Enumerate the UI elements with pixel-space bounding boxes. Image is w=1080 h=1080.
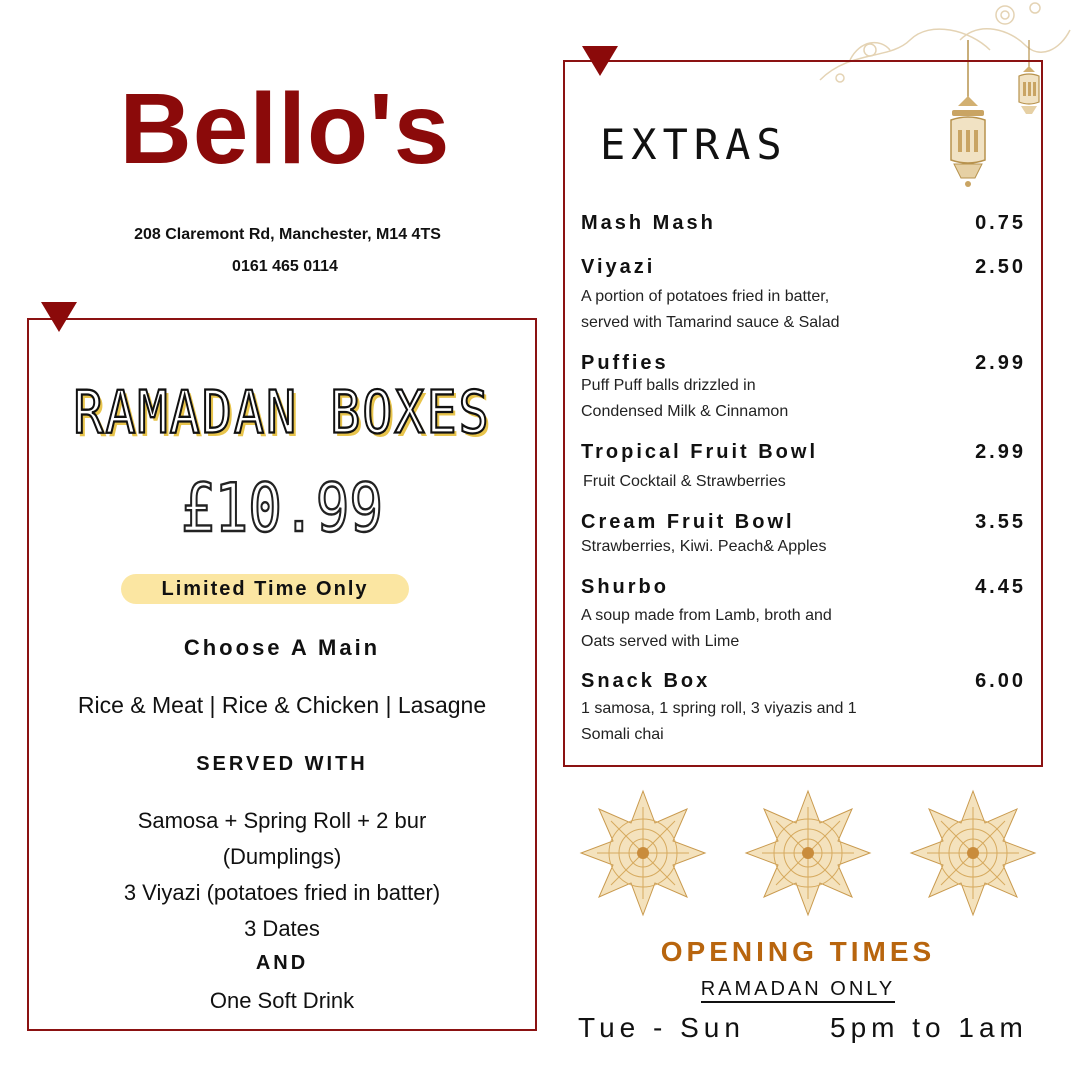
extra-item-price: 3.55 <box>975 511 1026 533</box>
served-line: 3 Viyazi (potatoes fried in batter) <box>123 880 441 905</box>
extra-item-desc: Fruit Cocktail & Strawberries <box>583 473 786 490</box>
extras-title: EXTRAS <box>600 120 788 169</box>
mandala-icon <box>578 788 708 918</box>
opening-times-title: OPENING TIMES <box>660 936 936 967</box>
extra-item-desc: A portion of potatoes fried in batter, <box>581 288 830 305</box>
extra-item-desc: Puff Puff balls drizzled in <box>581 377 756 394</box>
extra-item-price: 2.99 <box>975 352 1026 374</box>
extra-item-price: 6.00 <box>975 670 1026 692</box>
choose-main-heading: Choose A Main <box>183 635 381 660</box>
opening-hours: 5pm to 1am <box>830 1012 1028 1043</box>
extra-item-desc: Condensed Milk & Cinnamon <box>581 403 789 420</box>
mandala-icon <box>908 788 1038 918</box>
extra-item-name: Mash Mash <box>581 212 716 234</box>
extra-item-name: Puffies <box>581 352 669 374</box>
extra-item-desc: 1 samosa, 1 spring roll, 3 viyazis and 1 <box>581 700 857 717</box>
and-label: AND <box>255 952 309 974</box>
brand-name: Bello's <box>119 73 451 185</box>
box-price: £10.99 <box>180 470 384 548</box>
served-line: (Dumplings) <box>222 844 342 869</box>
triangle-marker-icon <box>582 46 618 76</box>
extra-item-desc: A soup made from Lamb, broth and <box>581 607 832 624</box>
mandala-icon <box>743 788 873 918</box>
extra-item-price: 2.99 <box>975 441 1026 463</box>
triangle-marker-icon <box>41 302 77 332</box>
limited-badge: Limited Time Only <box>121 574 409 604</box>
opening-subtitle-text: RAMADAN ONLY <box>701 978 896 1003</box>
drink-line: One Soft Drink <box>209 988 355 1013</box>
extra-item-desc: Somali chai <box>581 726 664 743</box>
served-with-heading: SERVED WITH <box>196 753 368 775</box>
opening-subtitle <box>563 978 1033 1001</box>
extra-item-name: Cream Fruit Bowl <box>581 511 795 533</box>
ramadan-title: RAMADAN BOXES <box>73 378 491 447</box>
extra-item-price: 4.45 <box>975 576 1026 598</box>
main-options: Rice & Meat | Rice & Chicken | Lasagne <box>77 692 487 718</box>
extra-item-name: Tropical Fruit Bowl <box>581 441 819 463</box>
extra-item-desc: Oats served with Lime <box>581 633 740 650</box>
served-line: 3 Dates <box>244 916 320 941</box>
opening-days: Tue - Sun <box>578 1012 745 1043</box>
extra-item-price: 0.75 <box>975 212 1026 234</box>
served-line: Samosa + Spring Roll + 2 bur <box>137 808 427 833</box>
address: 208 Claremont Rd, Manchester, M14 4TS <box>134 226 441 243</box>
extra-item-desc: served with Tamarind sauce & Salad <box>581 314 840 331</box>
extra-item-name: Shurbo <box>581 576 669 598</box>
phone-number: 0161 465 0114 <box>232 258 338 275</box>
extra-item-name: Snack Box <box>581 670 711 692</box>
extra-item-desc: Strawberries, Kiwi. Peach& Apples <box>581 538 827 555</box>
extra-item-name: Viyazi <box>581 256 656 278</box>
extra-item-price: 2.50 <box>975 256 1026 278</box>
